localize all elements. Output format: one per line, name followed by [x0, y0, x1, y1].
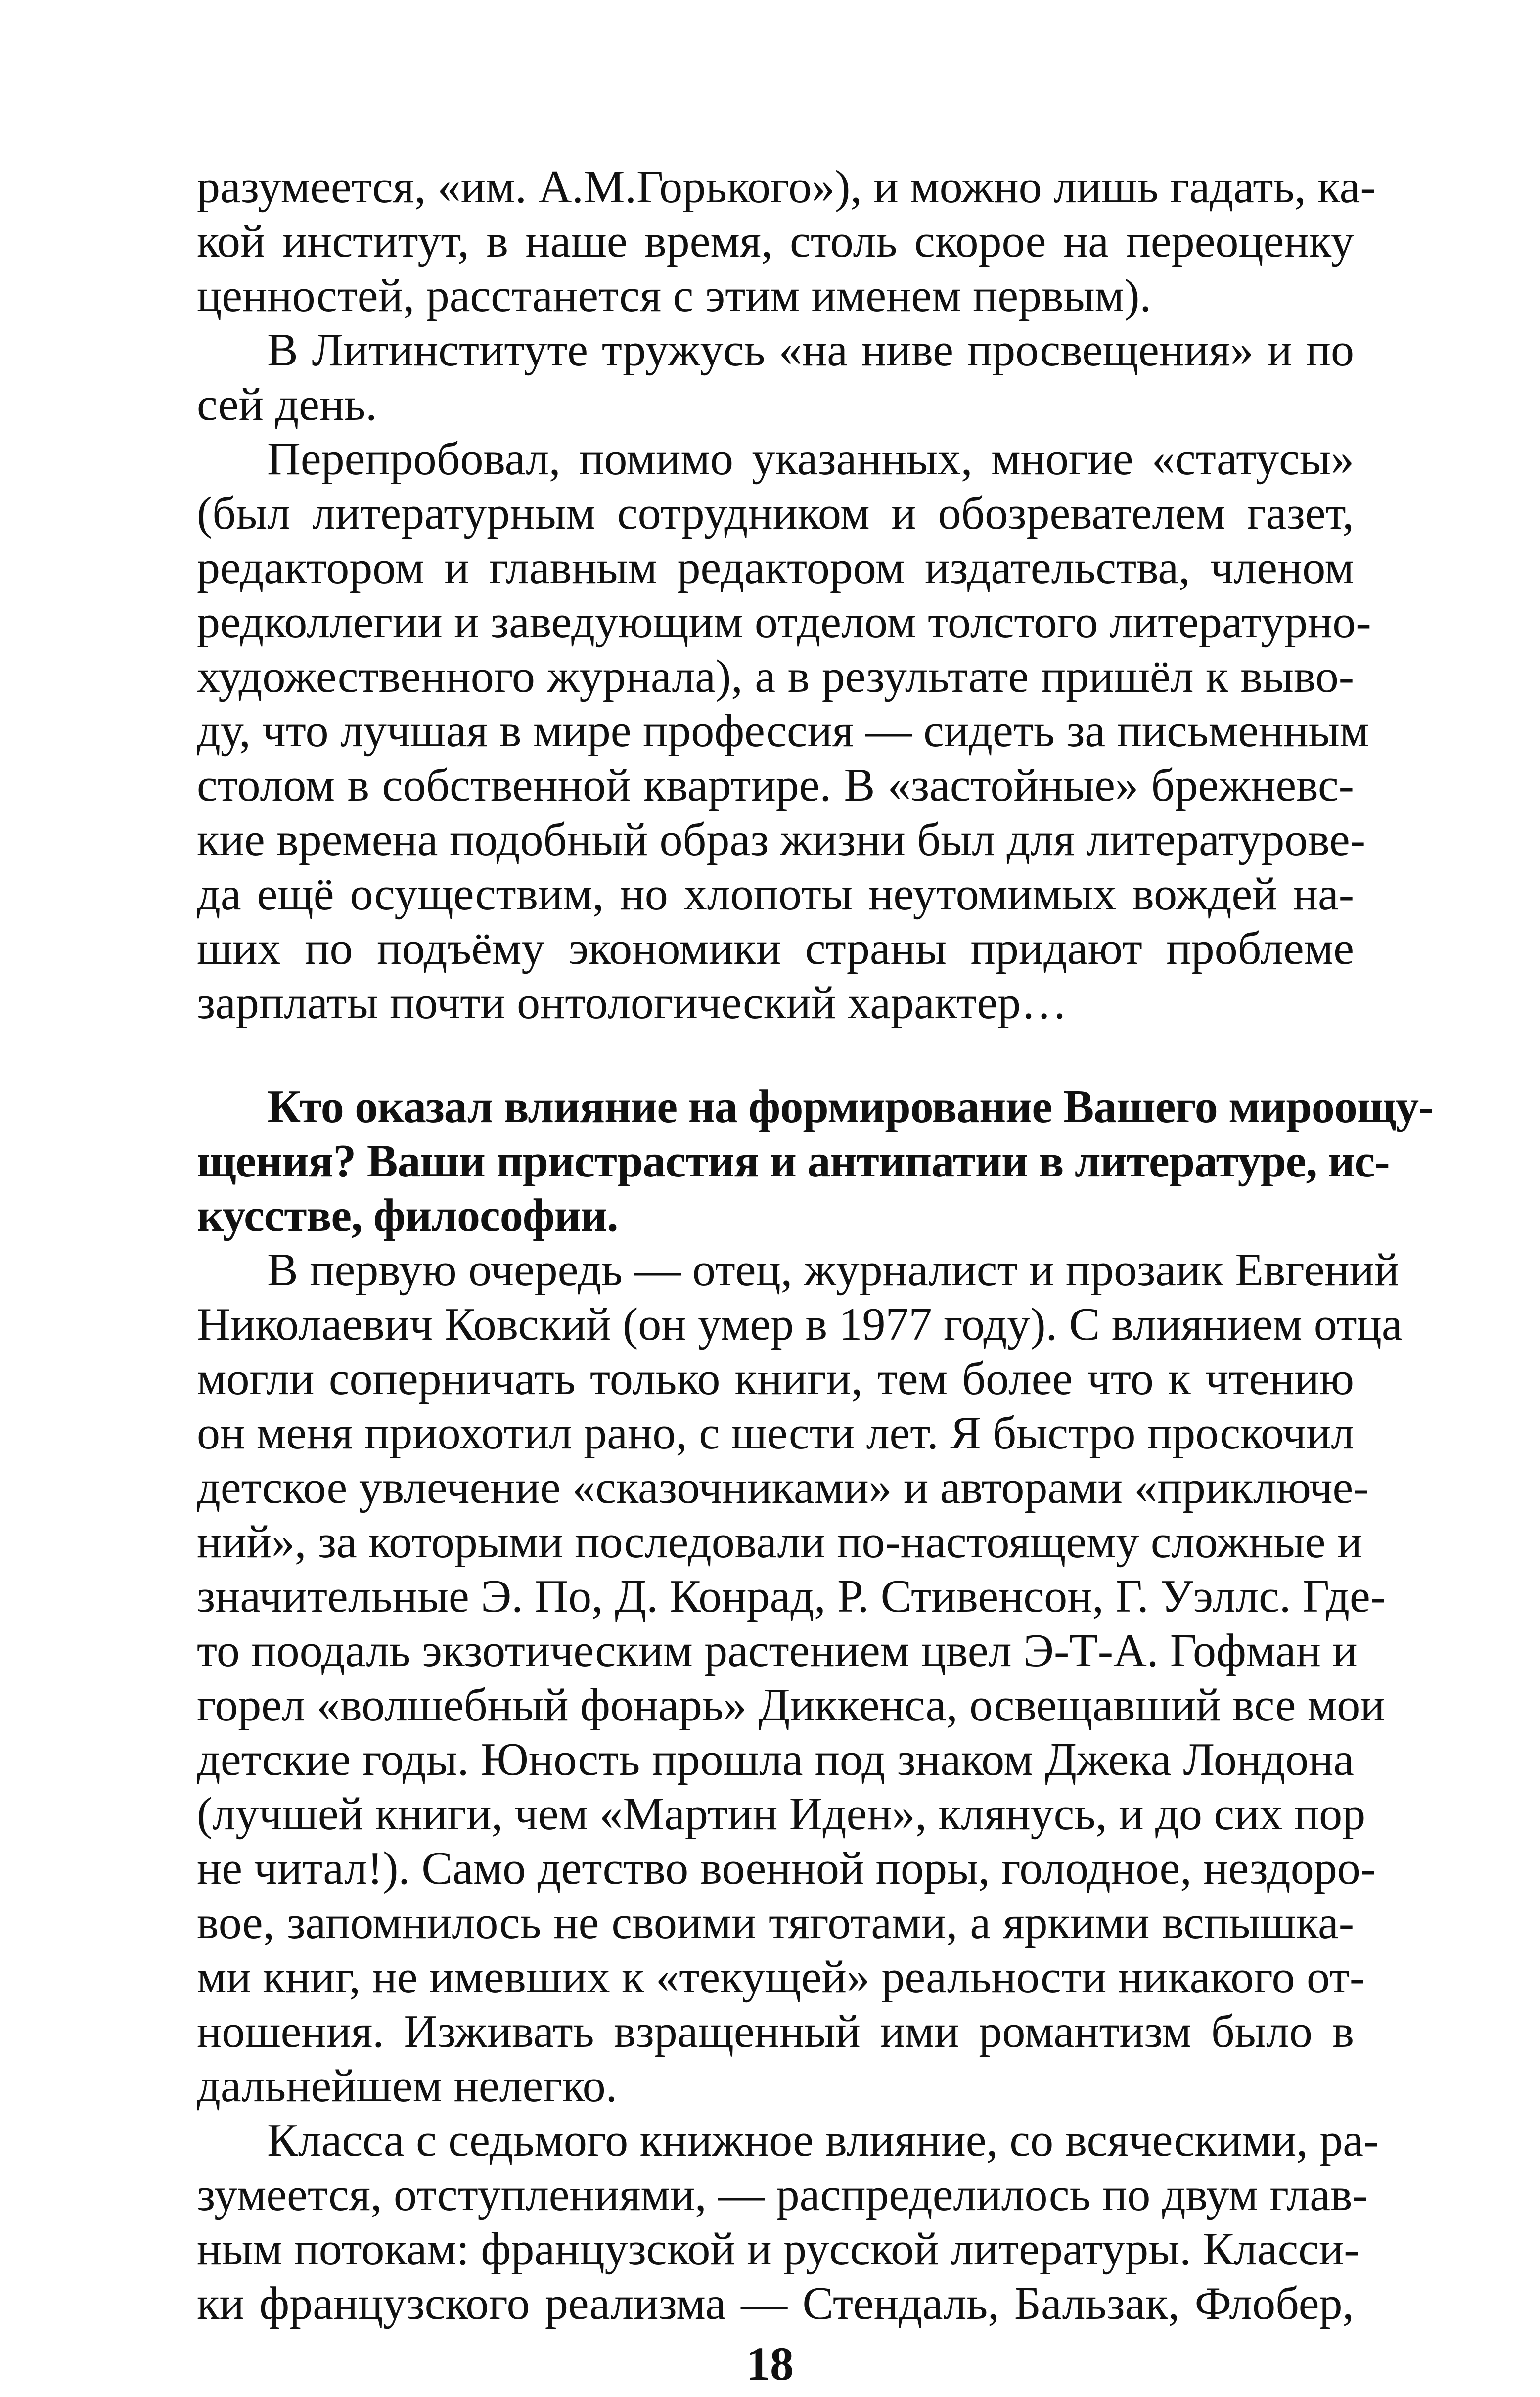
text-line: редколлегии и заведующим отделом толстого литературно- [197, 596, 1371, 648]
text-line: горел «волшебный фонарь» Диккенса, освещавший все мои [197, 1679, 1385, 1731]
text-line: могли соперничать только книги, тем более что к чтению [197, 1353, 1354, 1404]
text-line: да ещё осуществим, но хлопоты неутомимых вождей на- [197, 868, 1354, 920]
text-line: Николаевич Ковский (он умер в 1977 году). С влиянием отца [197, 1299, 1403, 1350]
text-line: он меня приохотил рано, с шести лет. Я быстро проскочил [197, 1407, 1355, 1459]
text-line: детские годы. Юность прошла под знаком Джека Лондона [197, 1734, 1354, 1785]
text-line: разумеется, «им. А.М.Горького»), и можно лишь гадать, ка- [197, 161, 1376, 213]
text-line: ду, что лучшая в мире профессия — сидеть за письменным [197, 705, 1369, 757]
heading-line: кусстве, философии. [197, 1190, 618, 1241]
text-line: Перепробовал, помимо указанных, многие «статусы» [267, 433, 1354, 485]
text-line: художественного журнала), а в результате пришёл к выво- [197, 651, 1354, 702]
text-line: кой институт, в наше время, столь скорое на переоценку [197, 216, 1354, 267]
text-line: В Литинституте тружусь «на ниве просвещения» и по [267, 324, 1354, 376]
text-line: ших по подъёму экономики страны придают проблеме [197, 923, 1354, 974]
text-line: детское увлечение «сказочниками» и авторами «приключе- [197, 1462, 1369, 1513]
text-line: ми книг, не имевших к «текущей» реальности никакого от- [197, 1951, 1365, 2003]
text-line: ний», за которыми последовали по-настоящему сложные и [197, 1516, 1362, 1568]
text-line: вое, запомнилось не своими тяготами, а яркими вспышка- [197, 1897, 1354, 1948]
heading-line: Кто оказал влияние на формирование Вашего мироощу- [267, 1081, 1434, 1132]
text-line: Класса с седьмого книжное влияние, со всяческими, ра- [267, 2115, 1379, 2166]
text-line: ценностей, расстанется с этим именем первым). [197, 270, 1151, 321]
text-line: сей день. [197, 379, 377, 430]
text-line: дальнейшем нелегко. [197, 2060, 618, 2112]
text-line: зарплаты почти онтологический характер… [197, 977, 1068, 1029]
text-line: ки французского реализма — Стендаль, Бальзак, Флобер, [197, 2278, 1354, 2329]
text-line: столом в собственной квартире. В «застойные» брежневс- [197, 760, 1354, 811]
text-line: (лучшей книги, чем «Мартин Иден», клянусь, и до сих пор [197, 1788, 1366, 1840]
text-line: не читал!). Само детство военной поры, голодное, нездоро- [197, 1843, 1376, 1894]
text-line: ношения. Изживать взращенный ими романтизм было в [197, 2006, 1354, 2057]
page-number: 18 [746, 2337, 794, 2390]
heading-line: щения? Ваши пристрастия и антипатии в литературе, ис- [197, 1135, 1390, 1187]
text-line: (был литературным сотрудником и обозревателем газет, [197, 488, 1354, 539]
text-line: зумеется, отступлениями, — распределилось по двум глав- [197, 2169, 1368, 2220]
text-line: то поодаль экзотическим растением цвел Э-Т-А. Гофман и [197, 1625, 1358, 1676]
text-line: кие времена подобный образ жизни был для литературове- [197, 814, 1366, 865]
text-line: ным потокам: французской и русской литературы. Класси- [197, 2223, 1359, 2275]
text-line: В первую очередь — отец, журналист и прозаик Евгений [267, 1244, 1400, 1296]
text-line: значительные Э. По, Д. Конрад, Р. Стивенсон, Г. Уэллс. Где- [197, 1571, 1386, 1622]
text-line: редактором и главным редактором издательства, членом [197, 542, 1354, 593]
